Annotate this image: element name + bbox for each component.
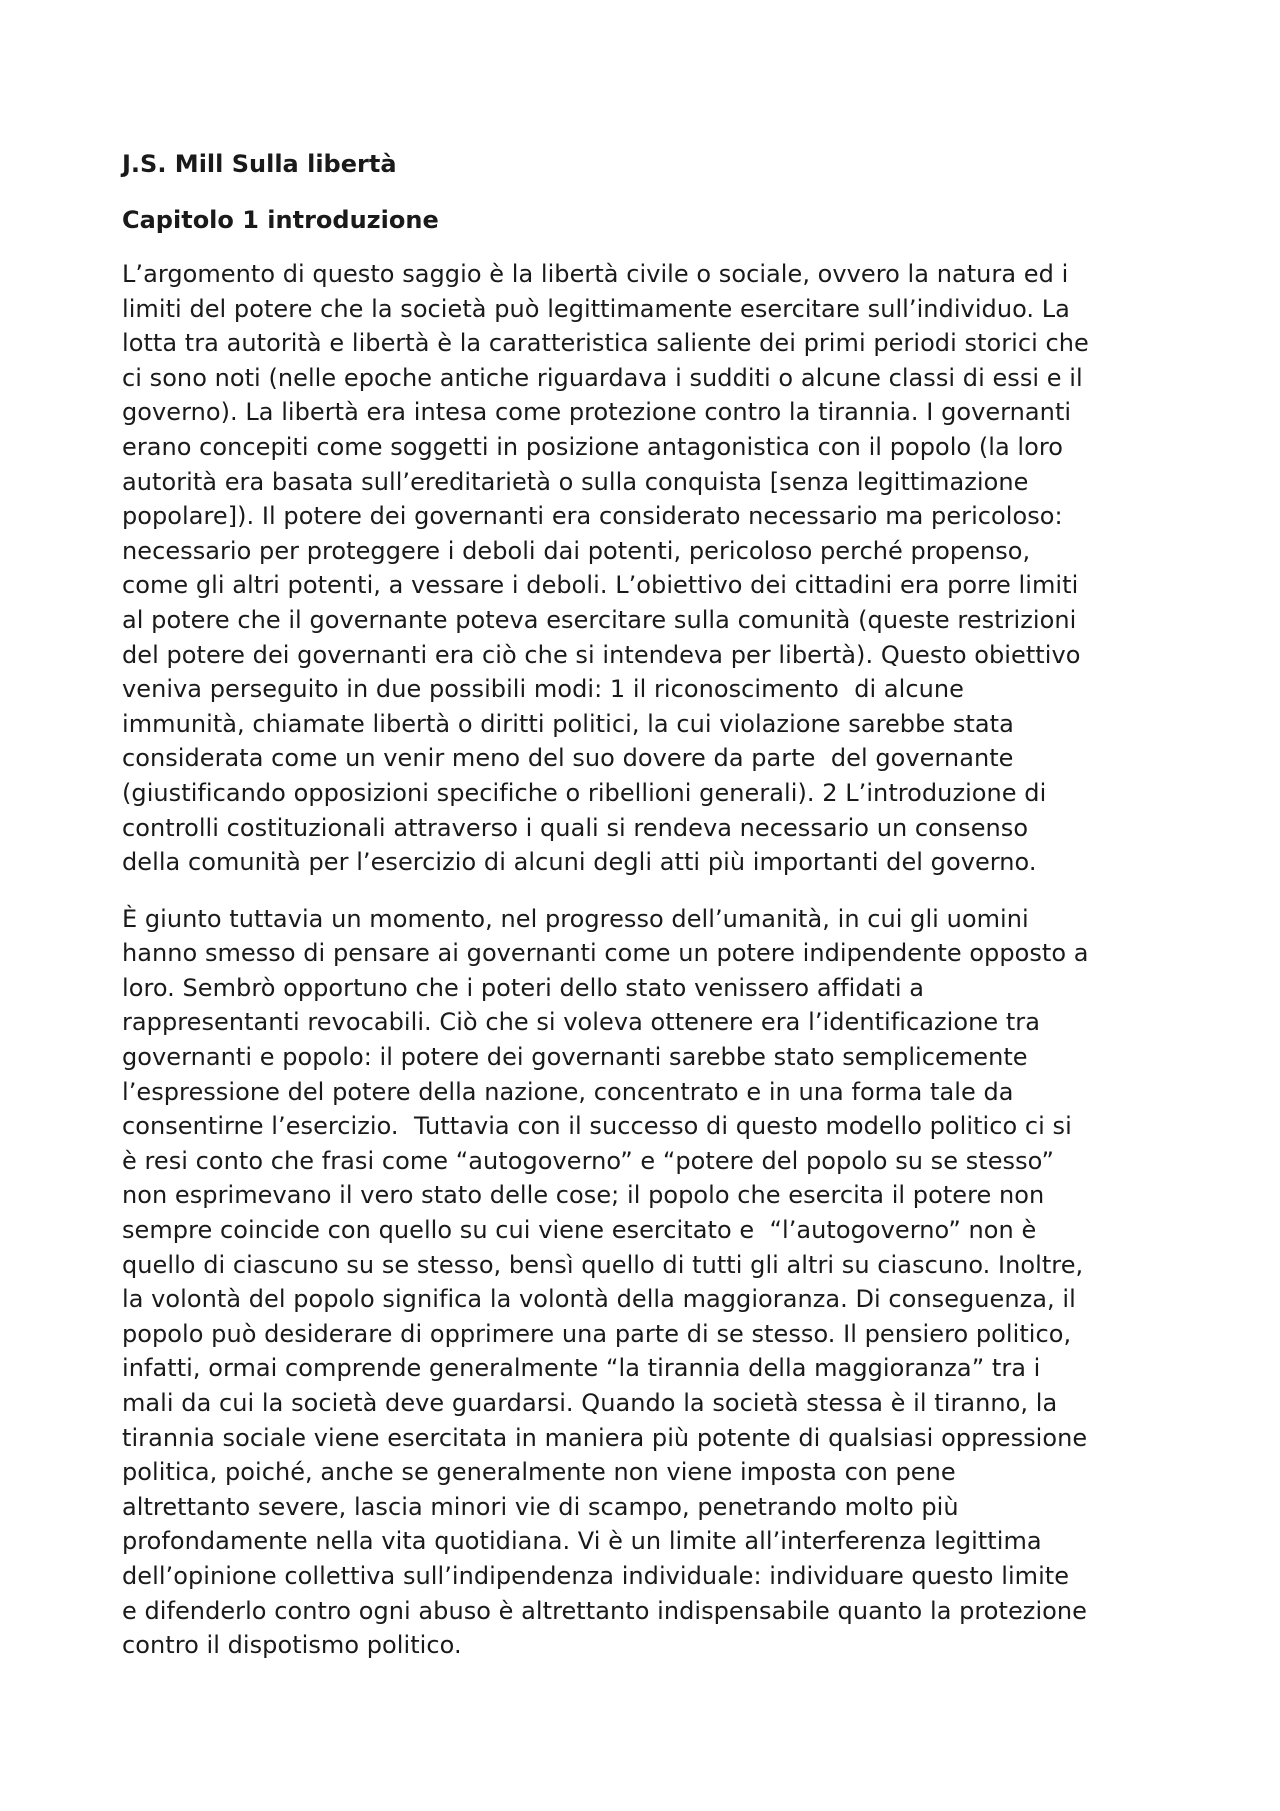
paragraph-line: governanti e popolo: il potere dei governanti sarebbe stato semplicemente: [122, 1043, 1028, 1072]
paragraph-line: infatti, ormai comprende generalmente “la tirannia della maggioranza” tra i: [122, 1354, 1041, 1383]
paragraph-line: popolo può desiderare di opprimere una parte di se stesso. Il pensiero politico,: [122, 1319, 1072, 1348]
paragraph-line: l’espressione del potere della nazione, concentrato e in una forma tale da: [122, 1077, 1014, 1106]
paragraph-line: la volontà del popolo significa la volontà della maggioranza. Di conseguenza, il: [122, 1285, 1076, 1314]
paragraph-line: erano concepiti come soggetti in posizione antagonistica con il popolo (la loro: [122, 432, 1064, 461]
paragraph-line: controlli costituzionali attraverso i quali si rendeva necessario un consenso: [122, 813, 1029, 842]
paragraph-line: altrettanto severe, lascia minori vie di scampo, penetrando molto più: [122, 1492, 959, 1521]
paragraph-line: quello di ciascuno su se stesso, bensì quello di tutti gli altri su ciascuno. Inoltre,: [122, 1250, 1084, 1279]
paragraph-line: popolare]). Il potere dei governanti era considerato necessario ma pericoloso:: [122, 502, 1063, 531]
paragraph-line: È giunto tuttavia un momento, nel progresso dell’umanità, in cui gli uomini: [122, 904, 1029, 933]
paragraph: [122, 257, 1172, 880]
paragraph-line: necessario per proteggere i deboli dai potenti, pericoloso perché propenso,: [122, 536, 1031, 565]
paragraph-line: al potere che il governante poteva esercitare sulla comunità (queste restrizioni: [122, 605, 1077, 634]
paragraph-line: mali da cui la società deve guardarsi. Quando la società stessa è il tiranno, la: [122, 1389, 1058, 1417]
paragraph: [122, 902, 1172, 1663]
paragraph-line: autorità era basata sull’ereditarietà o sulla conquista [senza legittimazione: [122, 467, 1029, 496]
paragraph-line: non esprimevano il vero stato delle cose; il popolo che esercita il potere non: [122, 1181, 1045, 1210]
paragraph-line: (giustificando opposizioni specifiche o ribellioni generali). 2 L’introduzione di: [122, 778, 1047, 807]
chapter-heading: Capitolo 1 introduzione: [122, 206, 439, 234]
paragraph-line: politica, poiché, anche se generalmente non viene imposta con pene: [122, 1458, 956, 1487]
paragraph-line: ci sono noti (nelle epoche antiche riguardava i sudditi o alcune classi di essi e il: [122, 363, 1083, 392]
paragraph-line: limiti del potere che la società può legittimamente esercitare sull’individuo. La: [122, 294, 1070, 323]
paragraph-line: rappresentanti revocabili. Ciò che si voleva ottenere era l’identificazione tra: [122, 1008, 1040, 1037]
paragraph-line: come gli altri potenti, a vessare i deboli. L’obiettivo dei cittadini era porre limiti: [122, 571, 1079, 600]
paragraph-line: contro il dispotismo politico.: [122, 1631, 462, 1660]
paragraph-line: veniva perseguito in due possibili modi: 1 il riconoscimento di alcune: [122, 675, 964, 704]
paragraph-line: è resi conto che frasi come “autogoverno” e “potere del popolo su se stesso”: [122, 1146, 1055, 1175]
paragraph-line: immunità, chiamate libertà o diritti politici, la cui violazione sarebbe stata: [122, 709, 1014, 738]
paragraph-line: dell’opinione collettiva sull’indipendenza individuale: individuare questo limite: [122, 1561, 1070, 1590]
paragraph-line: tirannia sociale viene esercitata in maniera più potente di qualsiasi oppressione: [122, 1423, 1088, 1452]
paragraph-line: governo). La libertà era intesa come protezione contro la tirannia. I governanti: [122, 398, 1072, 427]
paragraph-line: profondamente nella vita quotidiana. Vi è un limite all’interferenza legittima: [122, 1527, 1042, 1556]
paragraph-line: della comunità per l’esercizio di alcuni degli atti più importanti del governo.: [122, 848, 1037, 877]
paragraph-line: consentirne l’esercizio. Tuttavia con il successo di questo modello politico ci si: [122, 1112, 1072, 1141]
paragraph-line: hanno smesso di pensare ai governanti come un potere indipendente opposto a: [122, 939, 1089, 968]
document-title: J.S. Mill Sulla libertà: [122, 150, 397, 178]
paragraph-line: e difenderlo contro ogni abuso è altrettanto indispensabile quanto la protezione: [122, 1596, 1087, 1625]
paragraph-line: loro. Sembrò opportuno che i poteri dello stato venissero affidati a: [122, 973, 924, 1002]
paragraph-line: lotta tra autorità e libertà è la caratteristica saliente dei primi periodi storici che: [122, 329, 1089, 358]
paragraph-line: considerata come un venir meno del suo dovere da parte del governante: [122, 744, 1014, 773]
paragraph-line: del potere dei governanti era ciò che si intendeva per libertà). Questo obiettivo: [122, 640, 1081, 669]
document-body: [122, 147, 1172, 1663]
paragraph-line: sempre coincide con quello su cui viene esercitato e “l’autogoverno” non è: [122, 1216, 1037, 1245]
paragraph-line: L’argomento di questo saggio è la libertà civile o sociale, ovvero la natura ed i: [122, 260, 1069, 288]
